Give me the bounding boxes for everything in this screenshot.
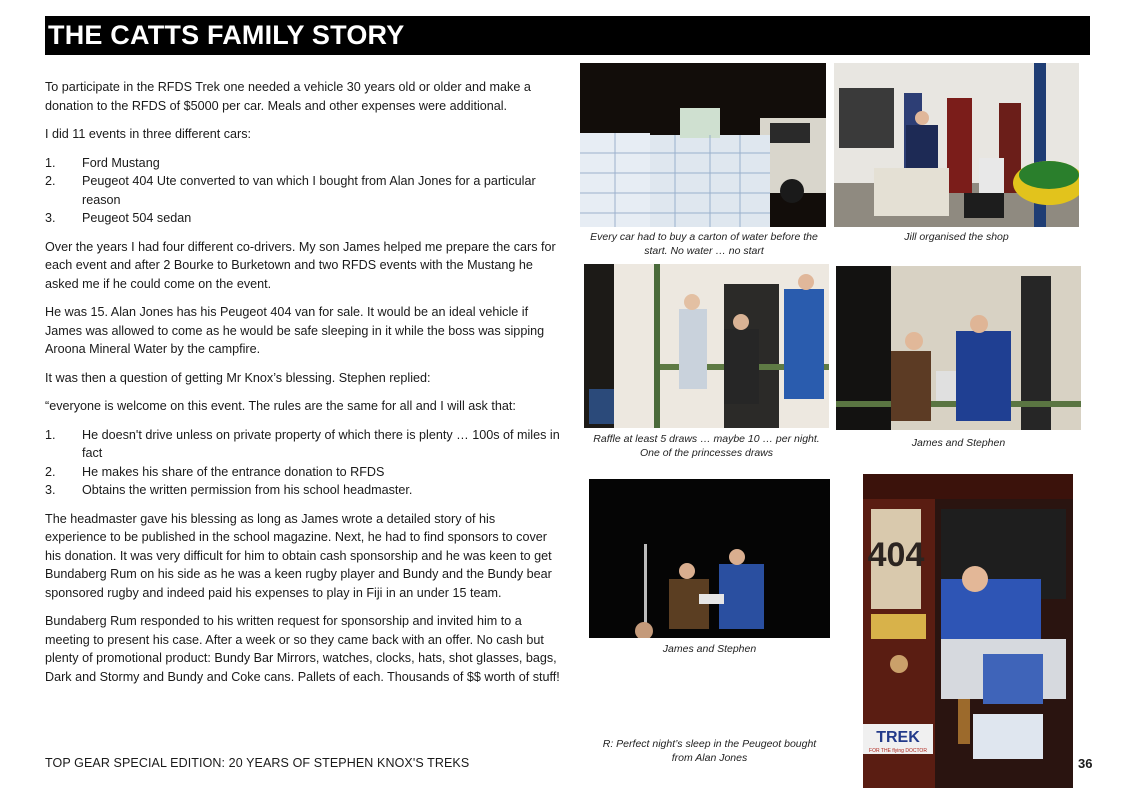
trek-sign-small-text: FOR THE flying DOCTOR [869, 748, 927, 754]
james-stephen-photo-2 [589, 479, 830, 638]
list-text: Peugeot 404 Ute converted to van which I bought from Alan Jones for a particular reason [82, 174, 536, 207]
list-number: 2. [45, 464, 56, 479]
page-number: 36 [1078, 756, 1093, 771]
raffle-photo [584, 264, 829, 428]
paragraph: “everyone is welcome on this event. The rules are the same for all and I will ask that: [45, 399, 516, 413]
caption-raffle: Raffle at least 5 draws … maybe 10 … per night. One of the princesses draws [593, 433, 820, 459]
caption-james-stephen-2: James and Stephen [662, 643, 757, 655]
footer-publication-title: TOP GEAR SPECIAL EDITION: 20 YEARS OF STEPHEN KNOX'S TREKS [45, 756, 470, 770]
shop-photo [834, 63, 1079, 227]
list-number: 1. [45, 427, 56, 442]
list-text: Peugeot 504 sedan [82, 211, 192, 225]
paragraph: Over the years I had four different co-drivers. My son James helped me prepare the cars for each event and after 2 Bourke to Burketown and two RFDS events with the Mustang he asked me if he could come on the event. [45, 239, 556, 291]
list-text: Ford Mustang [82, 155, 160, 170]
james-stephen-photo-1 [836, 266, 1081, 430]
caption-shop: Jill organised the shop [904, 231, 1009, 243]
paragraph: I did 11 events in three different cars: [45, 127, 252, 141]
paragraph: Bundaberg Rum responded to his written request for sponsorship and invited him to a meeting to present his case. After a week or so they came back with an offer. No cash but plenty of promotional product: Bundy Bar Mirrors, watches, clocks, hats, shot glasses, bags, Dark and Stormy and Bundy and Coke cans. Pallets of each. Thousands of $$ worth of stuff! [45, 614, 560, 684]
list-number: 3. [45, 483, 56, 497]
trek-sign-text: TREK [876, 729, 920, 746]
list-number: 2. [45, 174, 56, 188]
list-item [45, 481, 560, 500]
list-item [45, 172, 560, 209]
list-number: 3. [45, 211, 56, 225]
list-text: He makes his share of the entrance donation to RFDS [82, 464, 385, 479]
paragraph: It was then a question of getting Mr Knox’s blessing. Stephen replied: [45, 370, 431, 385]
van-number-text: 404 [867, 536, 925, 574]
list-item [45, 463, 560, 482]
water-cartons-photo [580, 63, 826, 227]
main-text-column [45, 78, 560, 696]
page-title: THE CATTS FAMILY STORY [45, 16, 1090, 55]
caption-peugeot: R: Perfect night’s sleep in the Peugeot bought from Alan Jones [602, 738, 817, 764]
car-list [45, 154, 560, 228]
list-item [45, 209, 560, 228]
caption-james-stephen-1: James and Stephen [911, 437, 1006, 449]
list-text: Obtains the written permission from his school headmaster. [82, 483, 413, 497]
paragraph: The headmaster gave his blessing as long as James wrote a detailed story of his experience to be published in the school magazine. Next, he had to find sponsors to cover his donation. It was very difficult for him to obtain cash sponsorship and he was keen to get Bundaberg Rum on his side as he was a keen rugby player and Bundy and the Bundy bear sponsored rugby and indeed paid his expenses to play in Fiji in an under 15 team. [45, 511, 552, 600]
peugeot-van-photo [863, 474, 1073, 788]
list-text: He doesn't drive unless on private property of which there is plenty … 100s of miles in fact [82, 427, 560, 460]
list-item [45, 154, 560, 173]
list-item [45, 426, 560, 463]
paragraph: To participate in the RFDS Trek one needed a vehicle 30 years old or older and make a donation to the RFDS of $5000 per car. Meals and other expenses were additional. [45, 80, 531, 113]
paragraph: He was 15. Alan Jones has his Peugeot 404 van for sale. It would be an ideal vehicle if James was allowed to come as he would be safe sleeping in it while the boss was sipping Aroona Mineral Water by the campfire. [45, 305, 545, 356]
list-number: 1. [45, 155, 56, 170]
rules-list [45, 426, 560, 500]
caption-water: Every car had to buy a carton of water before the start. No water … no start [590, 231, 818, 257]
